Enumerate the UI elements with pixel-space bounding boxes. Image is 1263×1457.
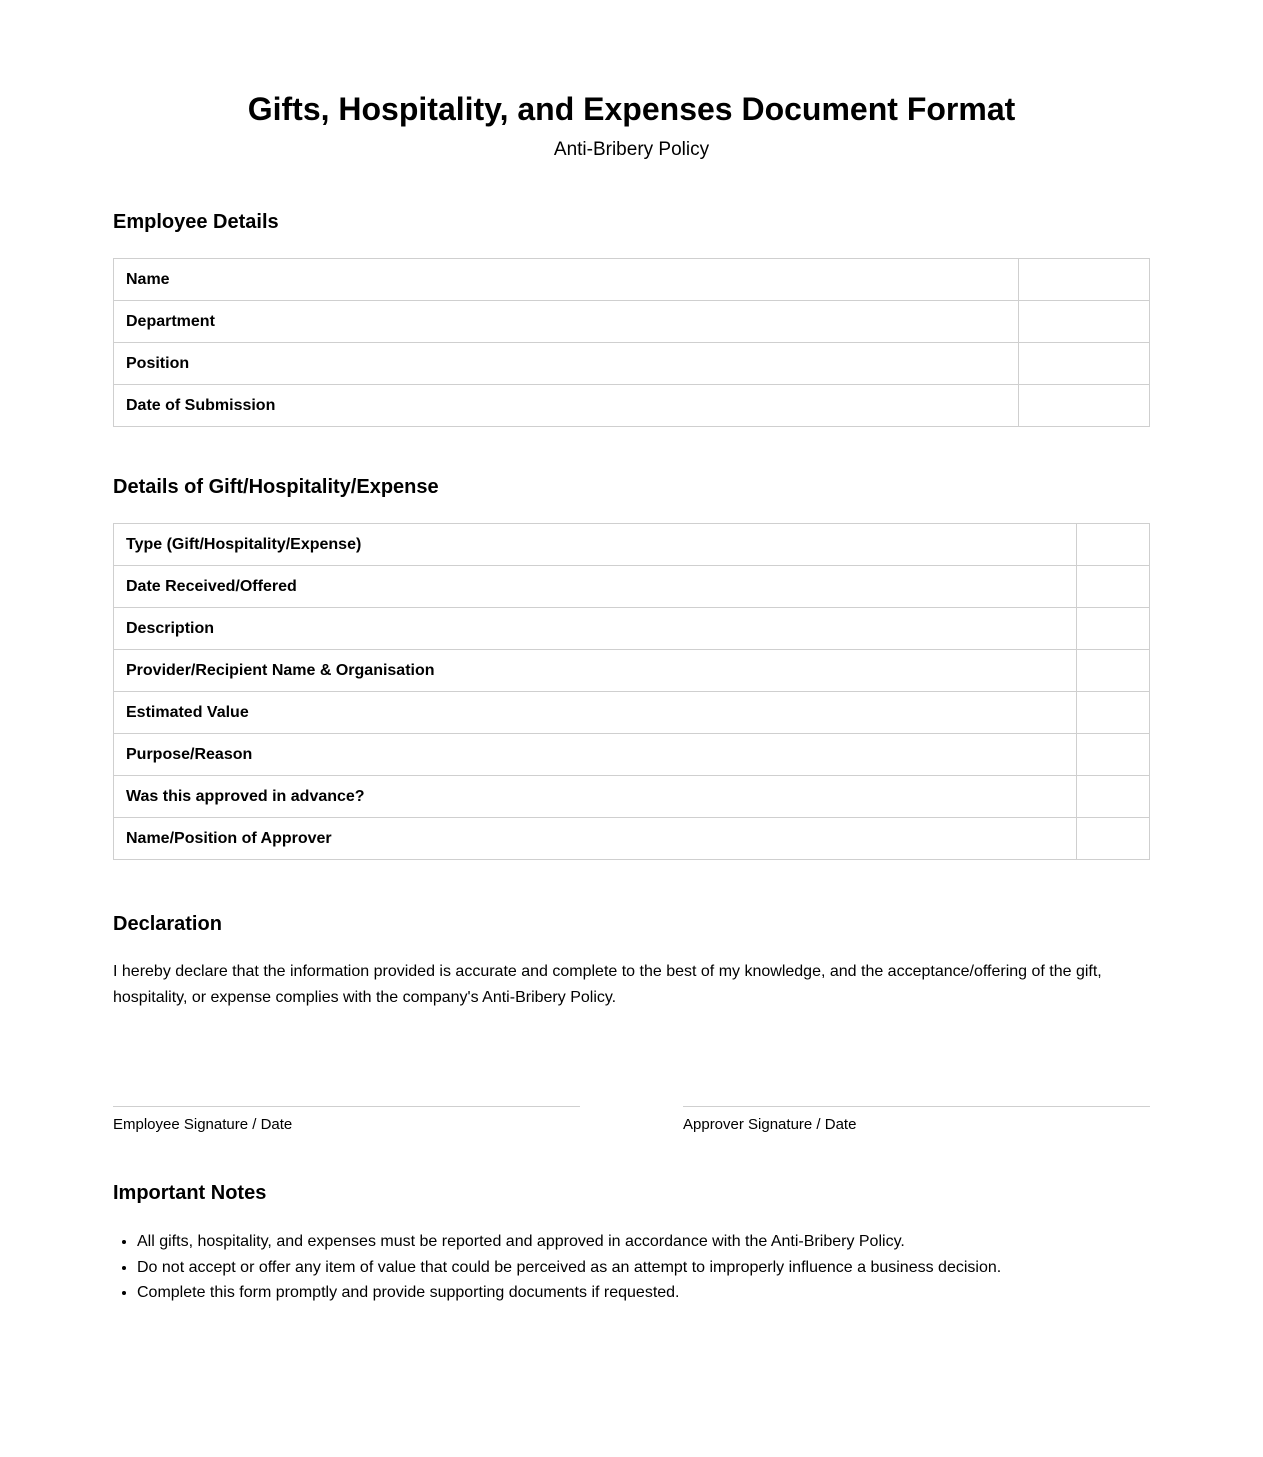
- field-value-purpose[interactable]: [1077, 734, 1150, 776]
- document-subtitle: Anti-Bribery Policy: [553, 139, 710, 160]
- table-row: [114, 259, 1150, 301]
- table-row: [114, 650, 1150, 692]
- field-label-position: Position: [114, 343, 1019, 385]
- field-label-date-of-submission: Date of Submission: [114, 385, 1019, 427]
- field-value-estimated-value[interactable]: [1077, 692, 1150, 734]
- declaration-text: I hereby declare that the information provided is accurate and complete to the best of my knowledge, and the acceptance/offering of the gift, hospitality, or expense complies with the company's Anti-Bribery Policy.: [113, 963, 1102, 1006]
- table-row: [114, 385, 1150, 427]
- table-row: [114, 524, 1150, 566]
- table-row: [114, 343, 1150, 385]
- employee-details-heading: Employee Details: [113, 211, 279, 233]
- field-value-date-received[interactable]: [1077, 566, 1150, 608]
- field-value-date-of-submission[interactable]: [1019, 385, 1150, 427]
- employee-details-table: [113, 258, 1150, 427]
- field-label-department: Department: [114, 301, 1019, 343]
- list-item: • Do not accept or offer any item of value that could be perceived as an attempt to improperly influence a business decision.: [137, 1255, 1001, 1281]
- field-label-description: Description: [114, 608, 1077, 650]
- table-row: [114, 566, 1150, 608]
- field-value-provider-recipient[interactable]: [1077, 650, 1150, 692]
- gift-details-heading: Details of Gift/Hospitality/Expense: [113, 476, 439, 498]
- list-item: • All gifts, hospitality, and expenses must be reported and approved in accordance with the Anti-Bribery Policy.: [137, 1229, 1001, 1255]
- approver-signature-label: Approver Signature / Date: [683, 1116, 857, 1133]
- field-label-approved-in-advance: Was this approved in advance?: [114, 776, 1077, 818]
- important-notes-heading: Important Notes: [113, 1182, 267, 1204]
- declaration-heading: Declaration: [113, 913, 222, 935]
- field-label-purpose: Purpose/Reason: [114, 734, 1077, 776]
- field-value-department[interactable]: [1019, 301, 1150, 343]
- field-label-estimated-value: Estimated Value: [114, 692, 1077, 734]
- gift-details-table: [113, 523, 1150, 860]
- field-value-approver[interactable]: [1077, 818, 1150, 860]
- field-label-approver: Name/Position of Approver: [114, 818, 1077, 860]
- table-row: [114, 734, 1150, 776]
- field-value-type[interactable]: [1077, 524, 1150, 566]
- table-row: [114, 776, 1150, 818]
- table-row: [114, 692, 1150, 734]
- important-notes-list: [113, 1229, 1001, 1306]
- field-value-name[interactable]: [1019, 259, 1150, 301]
- field-value-approved-in-advance[interactable]: [1077, 776, 1150, 818]
- table-row: [114, 818, 1150, 860]
- field-label-name: Name: [114, 259, 1019, 301]
- table-row: [114, 608, 1150, 650]
- approver-signature-line[interactable]: [683, 1106, 1150, 1134]
- employee-signature-line[interactable]: [113, 1106, 580, 1134]
- document-title: Gifts, Hospitality, and Expenses Document Format: [247, 91, 1016, 127]
- field-value-position[interactable]: [1019, 343, 1150, 385]
- field-label-type: Type (Gift/Hospitality/Expense): [114, 524, 1077, 566]
- employee-signature-label: Employee Signature / Date: [113, 1116, 293, 1133]
- field-label-date-received: Date Received/Offered: [114, 566, 1077, 608]
- list-item: • Complete this form promptly and provide supporting documents if requested.: [137, 1280, 1001, 1306]
- field-label-provider-recipient: Provider/Recipient Name & Organisation: [114, 650, 1077, 692]
- field-value-description[interactable]: [1077, 608, 1150, 650]
- table-row: [114, 301, 1150, 343]
